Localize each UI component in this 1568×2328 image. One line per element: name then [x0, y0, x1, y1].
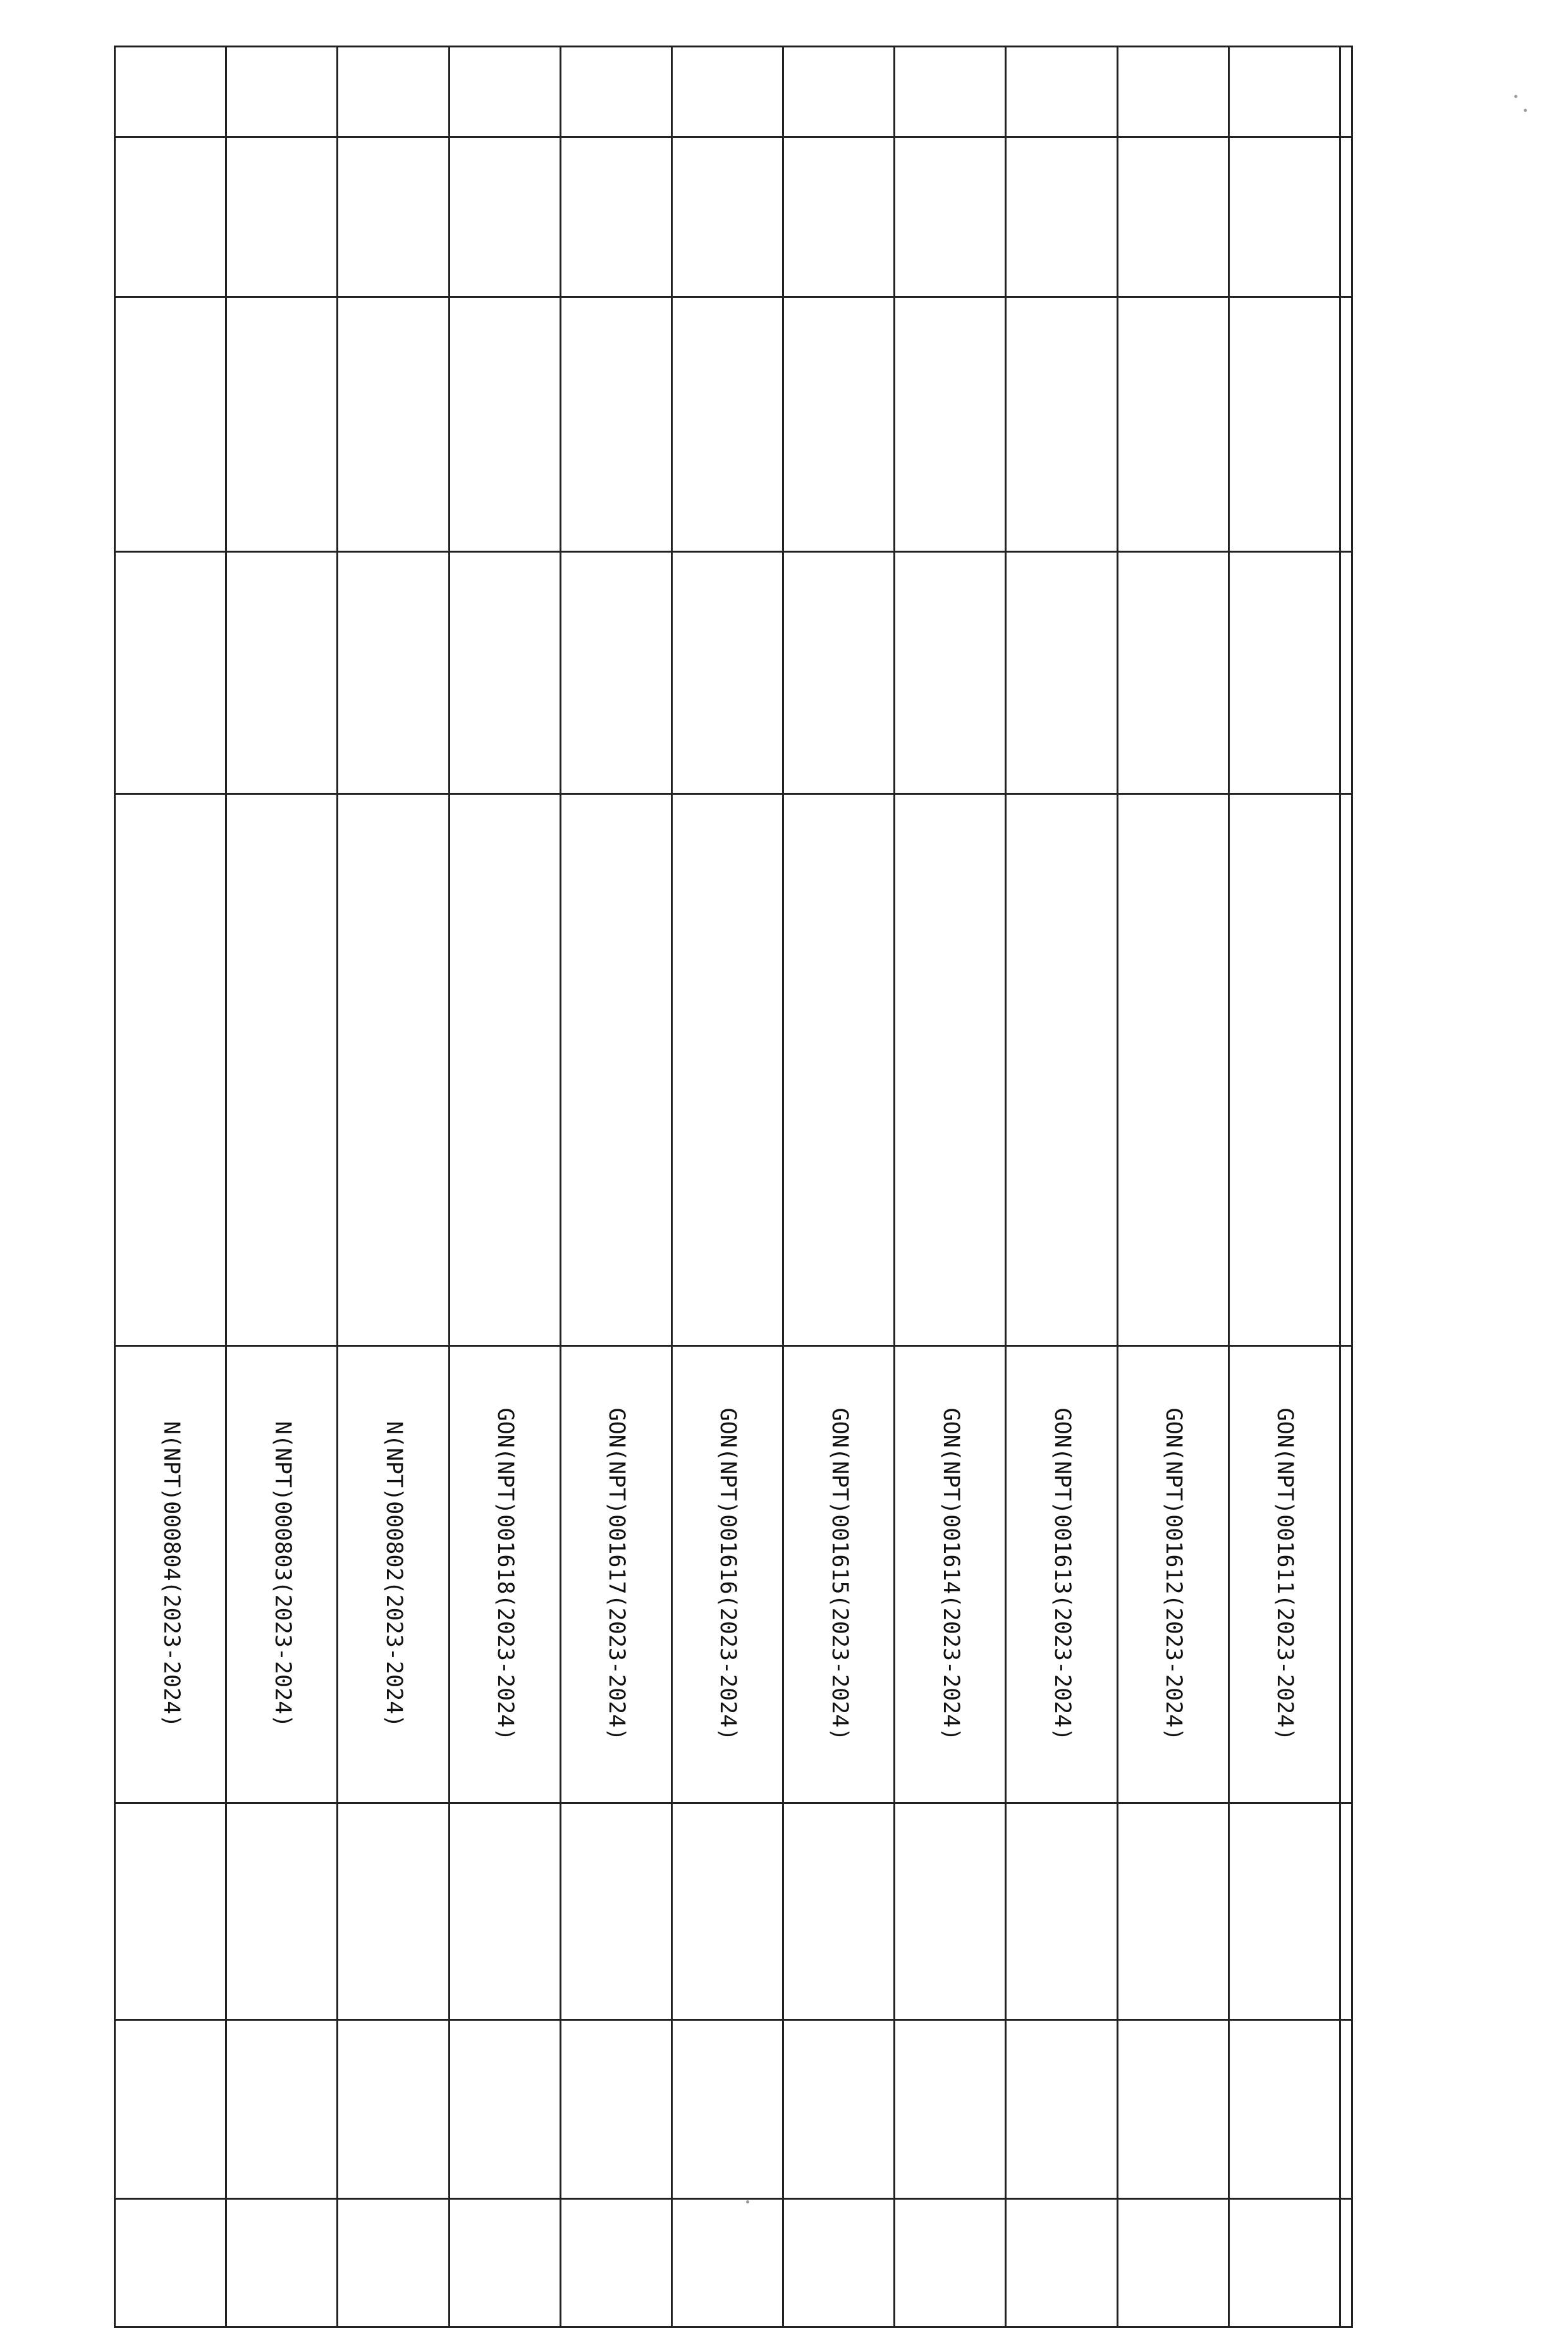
cell-reg: N(NPT)000803(2023-2024) [226, 1346, 338, 1803]
cell-date [1117, 137, 1228, 297]
table-row [1228, 47, 1340, 2327]
header-category [1340, 2020, 1352, 2199]
cell-reg: N(NPT)000804(2023-2024) [115, 1346, 226, 1803]
cell-category [895, 2020, 1006, 2199]
cell-name [1006, 297, 1117, 552]
cell-reg: N(NPT)000802(2023-2024) [338, 1346, 449, 1803]
cell-date [226, 137, 338, 297]
cell-place [1117, 1803, 1228, 2020]
cell-address [1228, 794, 1340, 1346]
cell-name [895, 297, 1006, 552]
cell-place [115, 1803, 226, 2020]
cell-place [895, 1803, 1006, 2020]
rotated-document [114, 46, 1353, 2195]
cell-remark [226, 2199, 338, 2327]
cell-father [115, 552, 226, 794]
cell-no [1006, 47, 1117, 137]
register-table [114, 46, 1353, 2328]
cell-category [560, 2020, 671, 2199]
cell-reg: GON(NPT)001618(2023-2024) [449, 1346, 560, 1803]
cell-date [1228, 137, 1340, 297]
cell-remark [1228, 2199, 1340, 2327]
table-row [895, 47, 1006, 2327]
cell-place [1228, 1803, 1340, 2020]
cell-reg: GON(NPT)001612(2023-2024) [1117, 1346, 1228, 1803]
cell-address [783, 794, 895, 1346]
cell-reg: GON(NPT)001616(2023-2024) [671, 1346, 783, 1803]
cell-date [560, 137, 671, 297]
cell-place [449, 1803, 560, 2020]
cell-place [1006, 1803, 1117, 2020]
table-row [226, 47, 338, 2327]
header-date [1340, 137, 1352, 297]
cell-father [1117, 552, 1228, 794]
cell-place [560, 1803, 671, 2020]
cell-category [1228, 2020, 1340, 2199]
cell-remark [1006, 2199, 1117, 2327]
cell-address [671, 794, 783, 1346]
header-name [1340, 297, 1352, 552]
cell-reg: GON(NPT)001613(2023-2024) [1006, 1346, 1117, 1803]
cell-name [449, 297, 560, 552]
cell-address [115, 794, 226, 1346]
cell-father [449, 552, 560, 794]
cell-place [671, 1803, 783, 2020]
cell-category [1006, 2020, 1117, 2199]
cell-no [1228, 47, 1340, 137]
cell-place [783, 1803, 895, 2020]
cell-name [1117, 297, 1228, 552]
cell-address [338, 794, 449, 1346]
cell-date [783, 137, 895, 297]
cell-category [115, 2020, 226, 2199]
table-row [338, 47, 449, 2327]
cell-reg: GON(NPT)001611(2023-2024) [1228, 1346, 1340, 1803]
cell-date [449, 137, 560, 297]
cell-place [338, 1803, 449, 2020]
header-no [1340, 47, 1352, 137]
cell-father [783, 552, 895, 794]
cell-father [671, 552, 783, 794]
header-father [1340, 552, 1352, 794]
cell-remark [560, 2199, 671, 2327]
cell-name [671, 297, 783, 552]
cell-name [226, 297, 338, 552]
cell-no [671, 47, 783, 137]
table-row [115, 47, 226, 2327]
cell-date [895, 137, 1006, 297]
table-row [449, 47, 560, 2327]
cell-category [226, 2020, 338, 2199]
header-row [1340, 47, 1352, 2327]
cell-address [1006, 794, 1117, 1346]
cell-father [895, 552, 1006, 794]
cell-date [671, 137, 783, 297]
cell-name [1228, 297, 1340, 552]
cell-no [338, 47, 449, 137]
cell-father [338, 552, 449, 794]
cell-name [783, 297, 895, 552]
cell-no [895, 47, 1006, 137]
cell-no [115, 47, 226, 137]
cell-category [783, 2020, 895, 2199]
cell-category [338, 2020, 449, 2199]
cell-category [1117, 2020, 1228, 2199]
cell-address [449, 794, 560, 1346]
header-remark [1340, 2199, 1352, 2327]
scan-speck [1524, 109, 1527, 112]
cell-no [1117, 47, 1228, 137]
table-header [1340, 47, 1352, 2327]
cell-remark [671, 2199, 783, 2327]
cell-place [226, 1803, 338, 2020]
table-row [671, 47, 783, 2327]
cell-reg: GON(NPT)001615(2023-2024) [783, 1346, 895, 1803]
cell-remark [338, 2199, 449, 2327]
cell-address [895, 794, 1006, 1346]
cell-remark [1117, 2199, 1228, 2327]
table-row [560, 47, 671, 2327]
cell-address [1117, 794, 1228, 1346]
cell-date [338, 137, 449, 297]
table-body [115, 47, 1340, 2327]
cell-remark [783, 2199, 895, 2327]
cell-date [1006, 137, 1117, 297]
document-title [1366, 46, 1410, 2195]
cell-name [338, 297, 449, 552]
cell-remark [449, 2199, 560, 2327]
header-registration [1340, 1346, 1352, 1803]
cell-date [115, 137, 226, 297]
cell-reg: GON(NPT)001617(2023-2024) [560, 1346, 671, 1803]
cell-address [560, 794, 671, 1346]
cell-no [560, 47, 671, 137]
cell-no [783, 47, 895, 137]
cell-father [1228, 552, 1340, 794]
cell-reg: GON(NPT)001614(2023-2024) [895, 1346, 1006, 1803]
cell-no [226, 47, 338, 137]
header-place [1340, 1803, 1352, 2020]
cell-address [226, 794, 338, 1346]
cell-remark [115, 2199, 226, 2327]
header-address [1340, 794, 1352, 1346]
cell-father [226, 552, 338, 794]
cell-father [560, 552, 671, 794]
table-row [1117, 47, 1228, 2327]
cell-category [671, 2020, 783, 2199]
scan-speck [1514, 95, 1517, 98]
cell-father [1006, 552, 1117, 794]
cell-category [449, 2020, 560, 2199]
cell-name [560, 297, 671, 552]
table-row [1006, 47, 1117, 2327]
cell-no [449, 47, 560, 137]
cell-remark [895, 2199, 1006, 2327]
table-row [783, 47, 895, 2327]
cell-name [115, 297, 226, 552]
